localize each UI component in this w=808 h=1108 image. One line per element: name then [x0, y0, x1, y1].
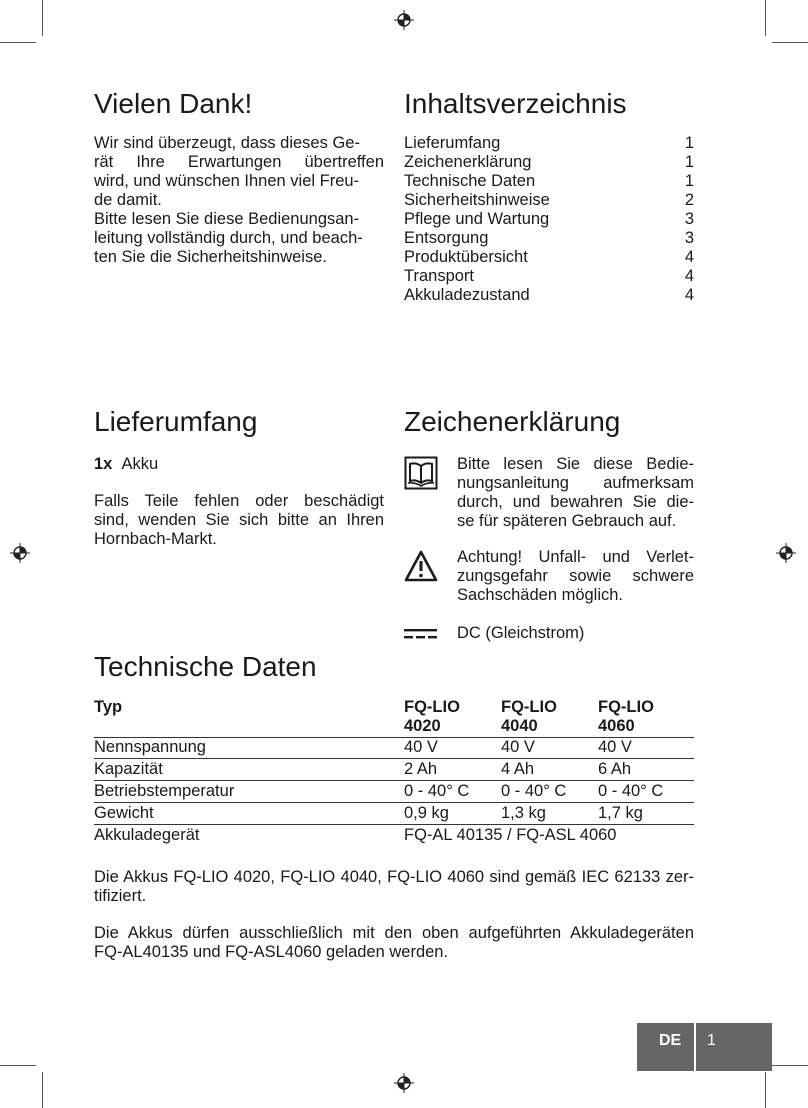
thanks-line: ten Sie die Sicherheitshinweise. [94, 248, 327, 266]
toc-item-label: Sicherheitshinweise [404, 191, 550, 209]
thanks-line: de damit. [94, 191, 162, 209]
scope-item [94, 455, 158, 474]
toc-item[interactable] [404, 210, 694, 229]
registration-mark-bottom [394, 1073, 414, 1093]
scope-text [94, 492, 384, 549]
model-name: FQ-LIO [501, 698, 557, 716]
warning-triangle-icon [404, 550, 438, 582]
row-value: 6 Ah [598, 760, 632, 778]
language-label: DE [659, 1032, 682, 1049]
toc-item-label: Transport [404, 267, 474, 285]
row-value: 0,9 kg [404, 804, 449, 822]
tab-divider [694, 1023, 696, 1071]
thanks-heading: Vielen Dank! [94, 88, 253, 119]
scope-qty: 1x [94, 455, 113, 473]
toc-heading: Inhaltsverzeichnis [404, 88, 627, 119]
toc-item-page: 1 [684, 172, 694, 190]
scope-line: Falls Teile fehlen oder beschädigt [94, 492, 384, 510]
row-value: 2 Ah [404, 760, 438, 778]
model-number: 4040 [501, 717, 538, 735]
row-label: Nennspannung [94, 738, 206, 756]
toc-item-label: Produktübersicht [404, 248, 528, 266]
toc-item[interactable] [404, 267, 694, 286]
symbol-line: Sachschäden möglich. [457, 586, 624, 604]
toc-item[interactable] [404, 191, 694, 210]
registration-mark-left [10, 543, 30, 563]
toc-item-page: 1 [684, 153, 694, 171]
table-rule [94, 758, 694, 759]
toc-item[interactable] [404, 286, 694, 305]
thanks-line: wird, und wünschen Ihnen viel Freu- [94, 172, 360, 190]
row-value: 40 V [598, 738, 632, 756]
note-line: FQ-AL40135 und FQ-ASL4060 geladen werden. [94, 943, 449, 961]
row-label: Gewicht [94, 804, 154, 822]
scope-line: Hornbach-Markt. [94, 530, 217, 548]
table-header-model [501, 698, 557, 736]
symbol-description-book [457, 455, 694, 531]
toc-item-page: 4 [684, 267, 694, 285]
symbol-description-dc [457, 624, 694, 643]
toc-item-page: 1 [684, 134, 694, 152]
row-value: 40 V [404, 738, 438, 756]
table-header-model [598, 698, 654, 736]
toc-item-page: 2 [684, 191, 694, 209]
row-value: 4 Ah [501, 760, 535, 778]
symbol-description-warning [457, 548, 694, 605]
model-name: FQ-LIO [598, 698, 654, 716]
table-header-type: Typ [94, 698, 123, 716]
toc-item-page: 3 [684, 210, 694, 228]
row-value: 0 - 40° C [598, 782, 664, 800]
row-label: Kapazität [94, 760, 163, 778]
thanks-line: rät Ihre Erwartungen übertreffen [94, 153, 384, 171]
toc-item[interactable] [404, 134, 694, 153]
registration-mark-right [776, 543, 796, 563]
scope-line: sind, wenden Sie sich bitte an Ihren [94, 511, 384, 529]
symbol-line: nungsanleitung aufmerksam [457, 474, 694, 492]
toc-item-label: Pflege und Wartung [404, 210, 550, 228]
note-line: Die Akkus dürfen ausschließlich mit den oben aufgeführten Akkuladegeräten [94, 924, 694, 942]
symbol-line: DC (Gleichstrom) [457, 624, 585, 642]
symbol-line: Achtung! Unfall- und Verlet- [457, 548, 694, 566]
symbol-line: durch, und bewahren Sie die- [457, 493, 694, 511]
techdata-heading: Technische Daten [94, 651, 317, 682]
model-number: 4060 [598, 717, 635, 735]
toc-item-page: 4 [684, 286, 694, 304]
symbol-line: Bitte lesen Sie diese Bedie- [457, 455, 694, 473]
thanks-line: Bitte lesen Sie diese Bedienungsan- [94, 210, 360, 228]
row-value: 0 - 40° C [501, 782, 567, 800]
toc-item-label: Lieferumfang [404, 134, 501, 152]
row-label: Akkuladegerät [94, 826, 200, 844]
table-header-model [404, 698, 460, 736]
row-value: 40 V [501, 738, 535, 756]
row-label: Betriebstemperatur [94, 782, 235, 800]
page-tab [637, 1023, 772, 1071]
note-line: Die Akkus FQ-LIO 4020, FQ-LIO 4040, FQ-LIO 4060 sind gemäß IEC 62133 zer- [94, 868, 694, 886]
registration-mark-top [394, 10, 414, 30]
note-line: tifiziert. [94, 887, 147, 905]
symbol-line: zungsgefahr sowie schwere [457, 567, 694, 585]
table-rule [94, 802, 694, 803]
scope-heading: Lieferumfang [94, 406, 258, 437]
row-value: 1,7 kg [598, 804, 643, 822]
symbols-heading: Zeichenerklärung [404, 406, 621, 437]
toc-item-page: 4 [684, 248, 694, 266]
toc-item-label: Technische Daten [404, 172, 536, 190]
row-value-span: FQ-AL 40135 / FQ-ASL 4060 [404, 826, 617, 844]
page-number: 1 [707, 1032, 716, 1049]
table-rule [94, 780, 694, 781]
table-rule [94, 824, 694, 825]
techdata-note-certification [94, 868, 694, 906]
model-name: FQ-LIO [404, 698, 460, 716]
techdata-note-chargers [94, 924, 694, 962]
toc-item-label: Zeichenerklärung [404, 153, 532, 171]
thanks-text [94, 134, 384, 267]
toc-item[interactable] [404, 153, 694, 172]
model-number: 4020 [404, 717, 441, 735]
toc-item[interactable] [404, 248, 694, 267]
scope-item-name: Akku [121, 455, 159, 473]
toc-item[interactable] [404, 172, 694, 191]
toc-item-page: 3 [684, 229, 694, 247]
toc-item-label: Akkuladezustand [404, 286, 530, 304]
direct-current-icon [404, 628, 438, 640]
symbol-line: se für späteren Gebrauch auf. [457, 512, 677, 530]
thanks-line: Wir sind überzeugt, dass dieses Ge- [94, 134, 360, 152]
toc-item[interactable] [404, 229, 694, 248]
thanks-line: leitung vollständig durch, und beach- [94, 229, 363, 247]
toc-item-label: Entsorgung [404, 229, 489, 247]
row-value: 0 - 40° C [404, 782, 470, 800]
row-value: 1,3 kg [501, 804, 546, 822]
book-icon [404, 456, 438, 490]
